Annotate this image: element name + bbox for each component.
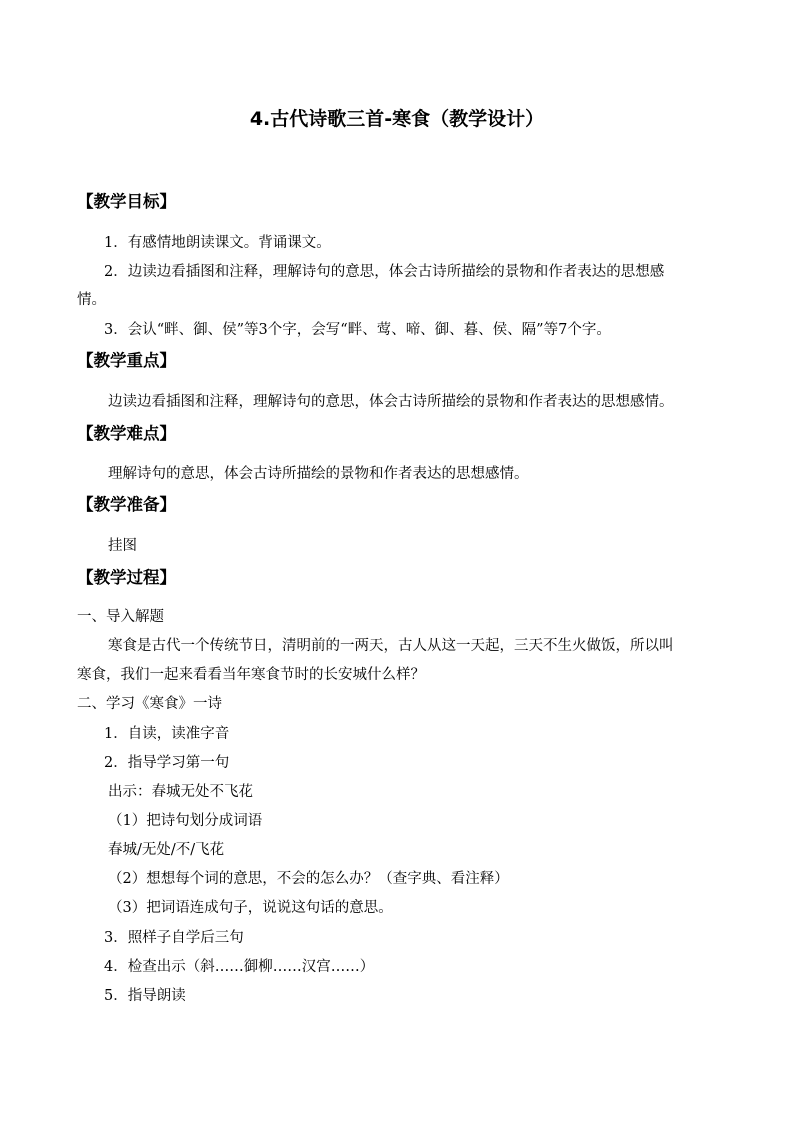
process-step: 出示：春城无处不飞花	[108, 784, 253, 800]
heading-process: 【教学过程】	[77, 568, 176, 587]
process-step: （3）把词语连成句子，说说这句话的意思。	[108, 900, 393, 916]
heading-difficulties: 【教学难点】	[77, 424, 176, 443]
heading-key-points: 【教学重点】	[77, 351, 176, 370]
process-step: 4．检查出示（斜……御柳……汉宫……）	[104, 959, 375, 975]
goal-item-1: 1．有感情地朗读课文。背诵课文。	[104, 235, 331, 251]
page-title: 4.古代诗歌三首-寒食（教学设计）	[249, 108, 545, 130]
process-step: 1．自读，读准字音	[104, 726, 230, 742]
heading-preparation: 【教学准备】	[77, 495, 176, 514]
process-step: 3．照样子自学后三句	[104, 930, 244, 946]
preparation-text: 挂图	[108, 538, 137, 554]
goal-item-2-cont: 情。	[77, 292, 106, 308]
process-step: 2．指导学习第一句	[104, 755, 230, 771]
heading-goals: 【教学目标】	[77, 192, 176, 211]
process-part1-text-1: 寒食是古代一个传统节日，清明前的一两天，古人从这一天起，三天不生火做饭，所以叫	[108, 638, 674, 654]
process-step: 春城/无处/不/飞花	[108, 842, 225, 858]
process-step: （2）想想每个词的意思，不会的怎么办？（查字典、看注释）	[108, 871, 509, 887]
process-part2-title: 二、学习《寒食》一诗	[77, 696, 222, 712]
difficulties-text: 理解诗句的意思，体会古诗所描绘的景物和作者表达的思想感情。	[108, 466, 529, 482]
key-points-text: 边读边看插图和注释，理解诗句的意思，体会古诗所描绘的景物和作者表达的思想感情。	[108, 394, 674, 410]
goal-item-2: 2．边读边看插图和注释，理解诗句的意思，体会古诗所描绘的景物和作者表达的思想感	[104, 264, 665, 280]
process-step: （1）把诗句划分成词语	[108, 813, 263, 829]
goal-item-3: 3．会认“畔、御、侯”等3个字，会写“畔、莺、啼、御、暮、侯、隔”等7个字。	[104, 322, 611, 338]
process-part1-text-2: 寒食，我们一起来看看当年寒食节时的长安城什么样？	[77, 667, 425, 683]
process-step: 5．指导朗读	[104, 988, 186, 1004]
process-part1-title: 一、导入解题	[77, 609, 164, 625]
